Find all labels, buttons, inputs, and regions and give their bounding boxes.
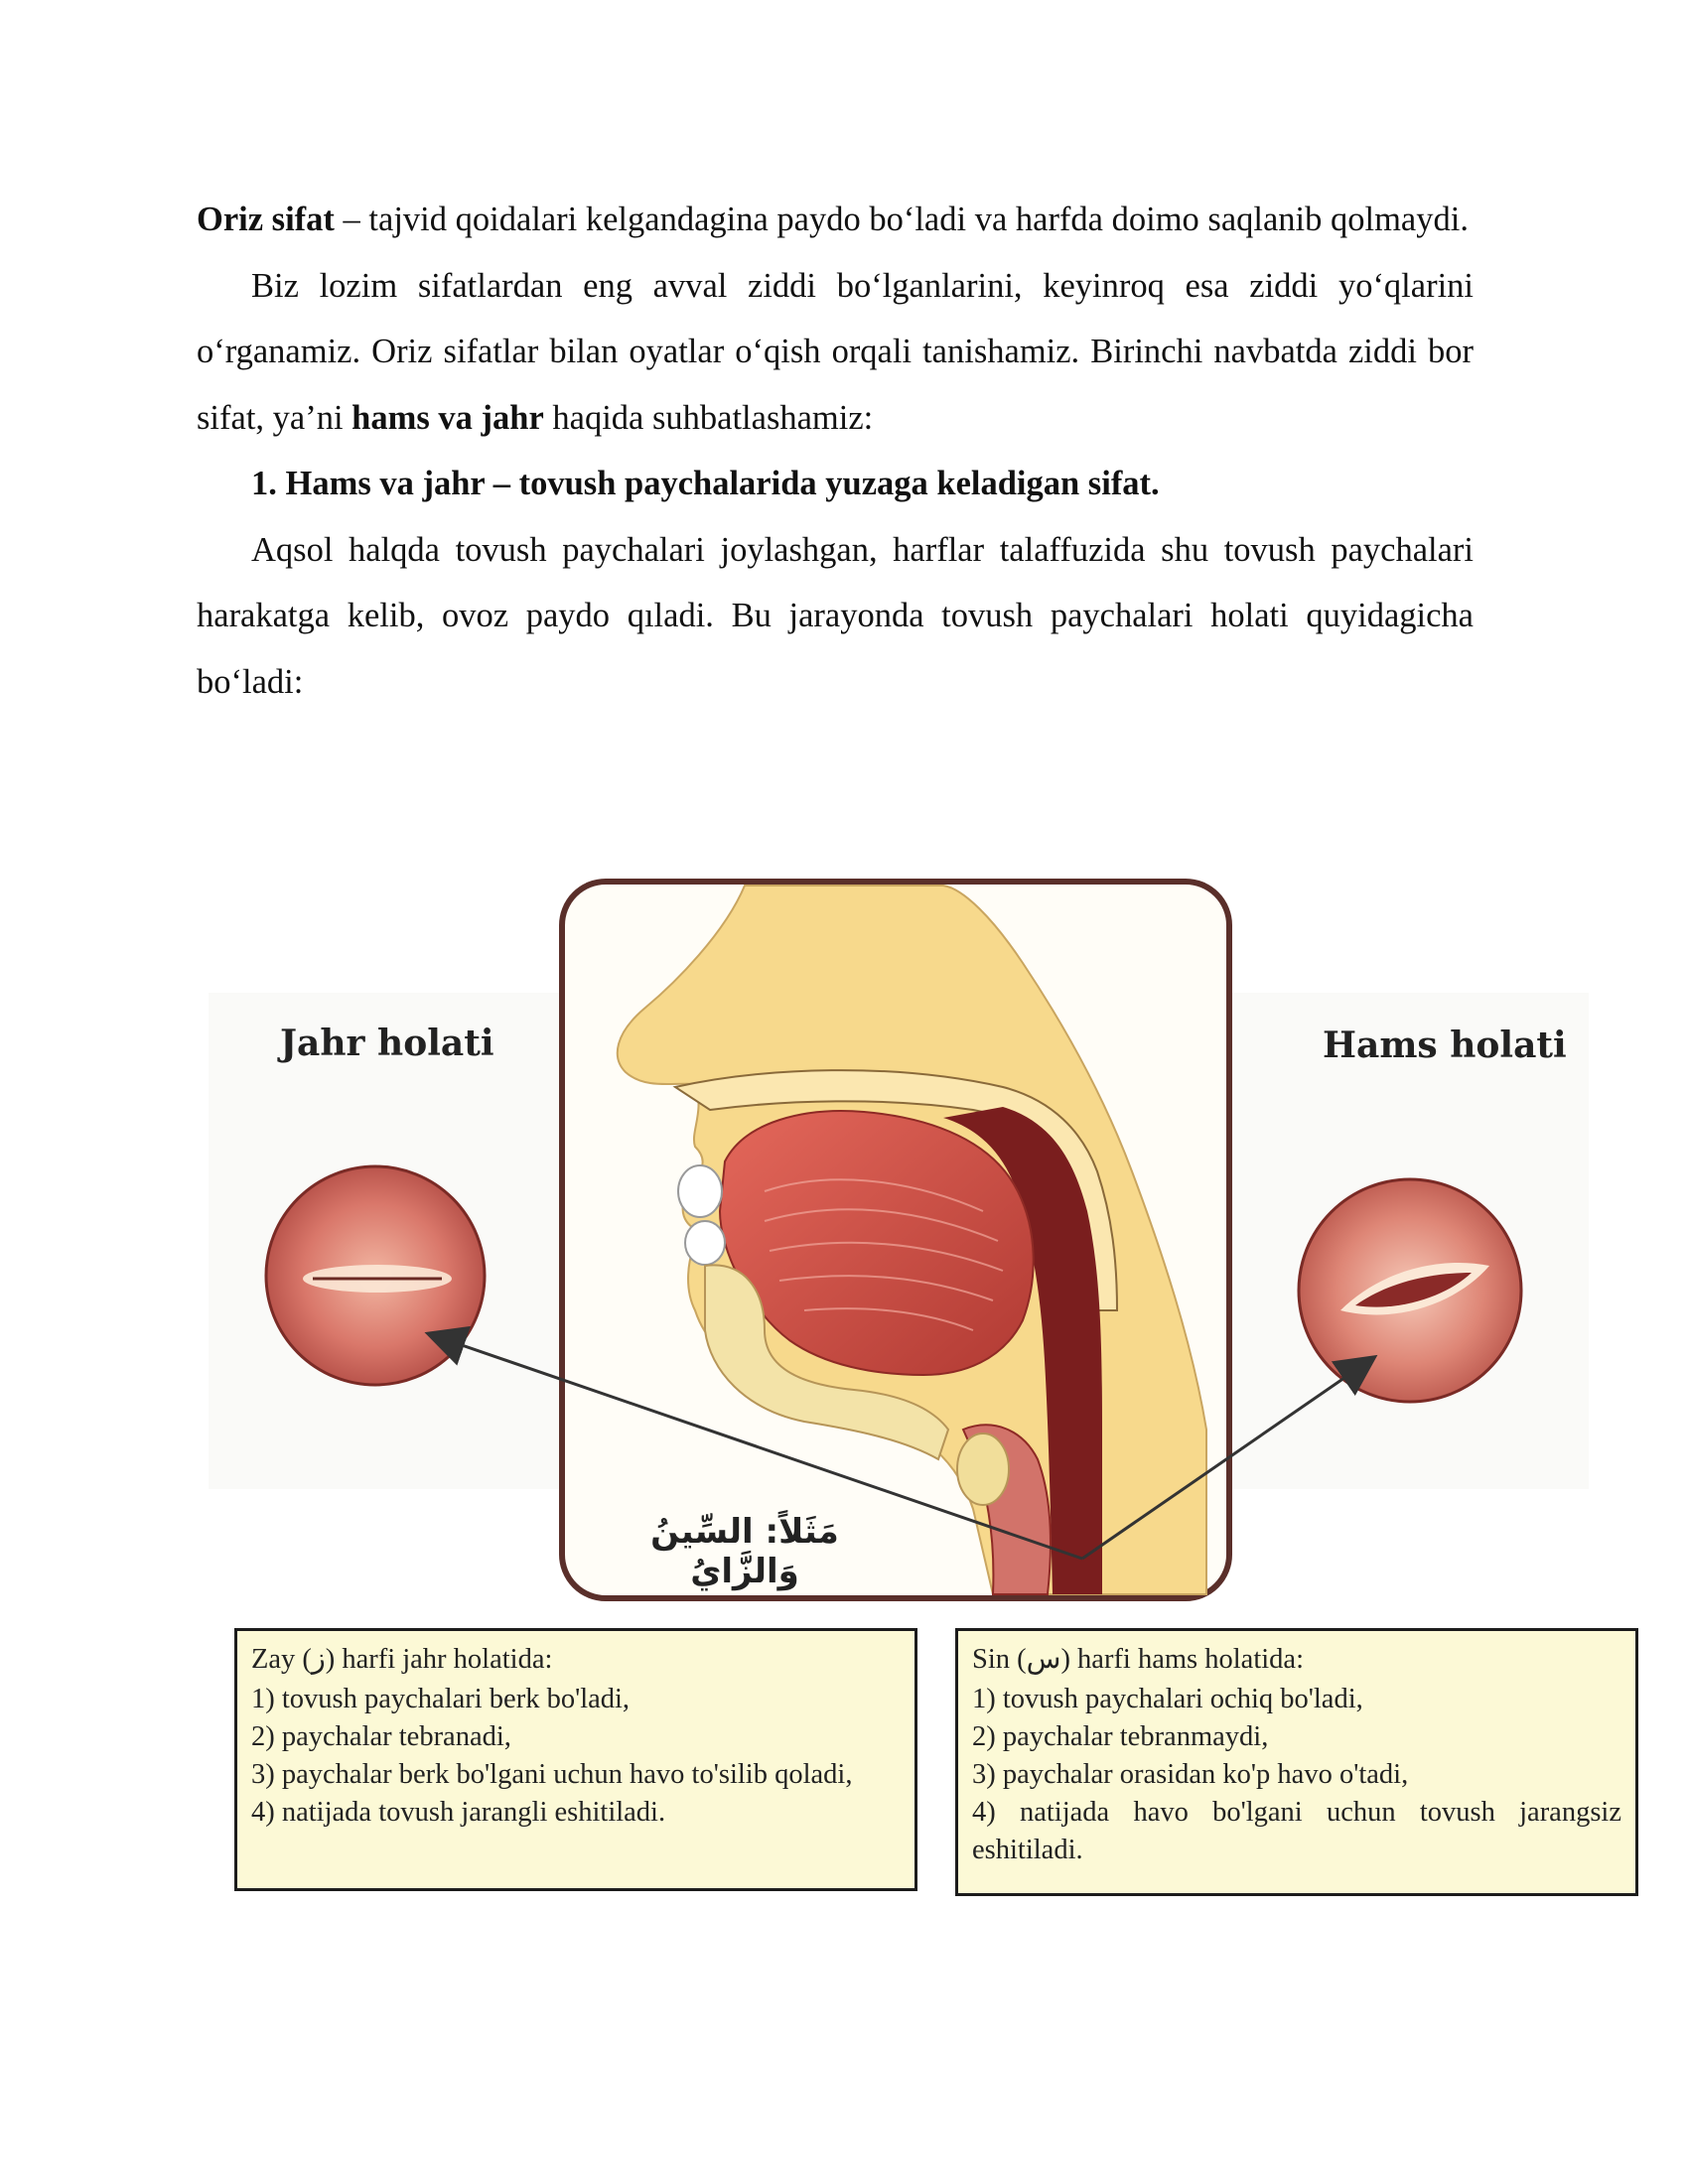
section-heading: 1. Hams va jahr – tovush paychalarida yuzaga keladigan sifat. (251, 465, 1160, 502)
hams-box-title: Sin (س) harfi hams holatida: (972, 1644, 1304, 1675)
epiglottis (957, 1433, 1009, 1505)
hams-explanation-box (955, 1628, 1638, 1896)
upper-teeth (678, 1165, 722, 1217)
anatomy-illustration (209, 874, 1589, 1608)
intro-text: Biz lozim sifatlardan eng avval ziddi bo‘lganlarini, keyinroq esa ziddi yo‘qlarini o‘rganamiz. Oriz sifatlar bilan oyatlar o‘qish orqali tanishamiz. Birinchi navbatda ziddi bor sifat, ya’ni (197, 266, 1474, 437)
jahr-box-title: Zay (ز) harfi jahr holatida: (251, 1644, 553, 1675)
paragraph-intro (197, 253, 1474, 452)
jahr-explanation-box (234, 1628, 917, 1891)
term-oriz-sifat: Oriz sifat (197, 201, 335, 238)
lower-teeth (685, 1221, 725, 1265)
intro-after: haqida suhbatlashamiz: (543, 398, 874, 437)
hams-box-line: 1) tovush paychalari ochiq bo'ladi, (972, 1684, 1363, 1714)
term-hams-jahr: hams va jahr (352, 398, 544, 437)
label-hams-holati: Hams holati (1323, 1024, 1567, 1066)
jahr-box-line: 1) tovush paychalari berk bo'ladi, (251, 1684, 631, 1714)
hams-box-line: 2) paychalar tebranmaydi, (972, 1721, 1269, 1752)
paragraph-oriz-sifat (197, 187, 1474, 253)
label-jahr-holati: Jahr holati (280, 1023, 494, 1064)
hams-box-line: 4) natijada havo bo'lgani uchun tovush jarangsiz eshitiladi. (972, 1797, 1621, 1865)
jahr-box-line: 3) paychalar berk bo'lgani uchun havo to'silib qoladi, (251, 1759, 853, 1790)
jahr-box-line: 2) paychalar tebranadi, (251, 1721, 511, 1752)
anatomy-figure (209, 874, 1589, 1608)
jahr-box-line: 4) natijada tovush jarangli eshitiladi. (251, 1797, 666, 1828)
hams-box-line: 3) paychalar orasidan ko'p havo o'tadi, (972, 1759, 1409, 1790)
text-block (197, 187, 1474, 715)
paragraph-aqsol: Aqsol halqda tovush paychalari joylashgan, harflar talaffuzida shu tovush paychalari harakatga kelib, ovoz paydo qıladi. Bu jarayonda tovush paychalari holati quyidagicha bo‘ladi: (197, 530, 1474, 701)
oriz-sifat-definition: – tajvid qoidalari kelgandagina paydo bo‘ladi va harfda doimo saqlanib qolmaydi. (334, 201, 1469, 238)
arabic-caption: مَثَلاً: السِّينُ وَالزَّايُ (650, 1512, 839, 1591)
